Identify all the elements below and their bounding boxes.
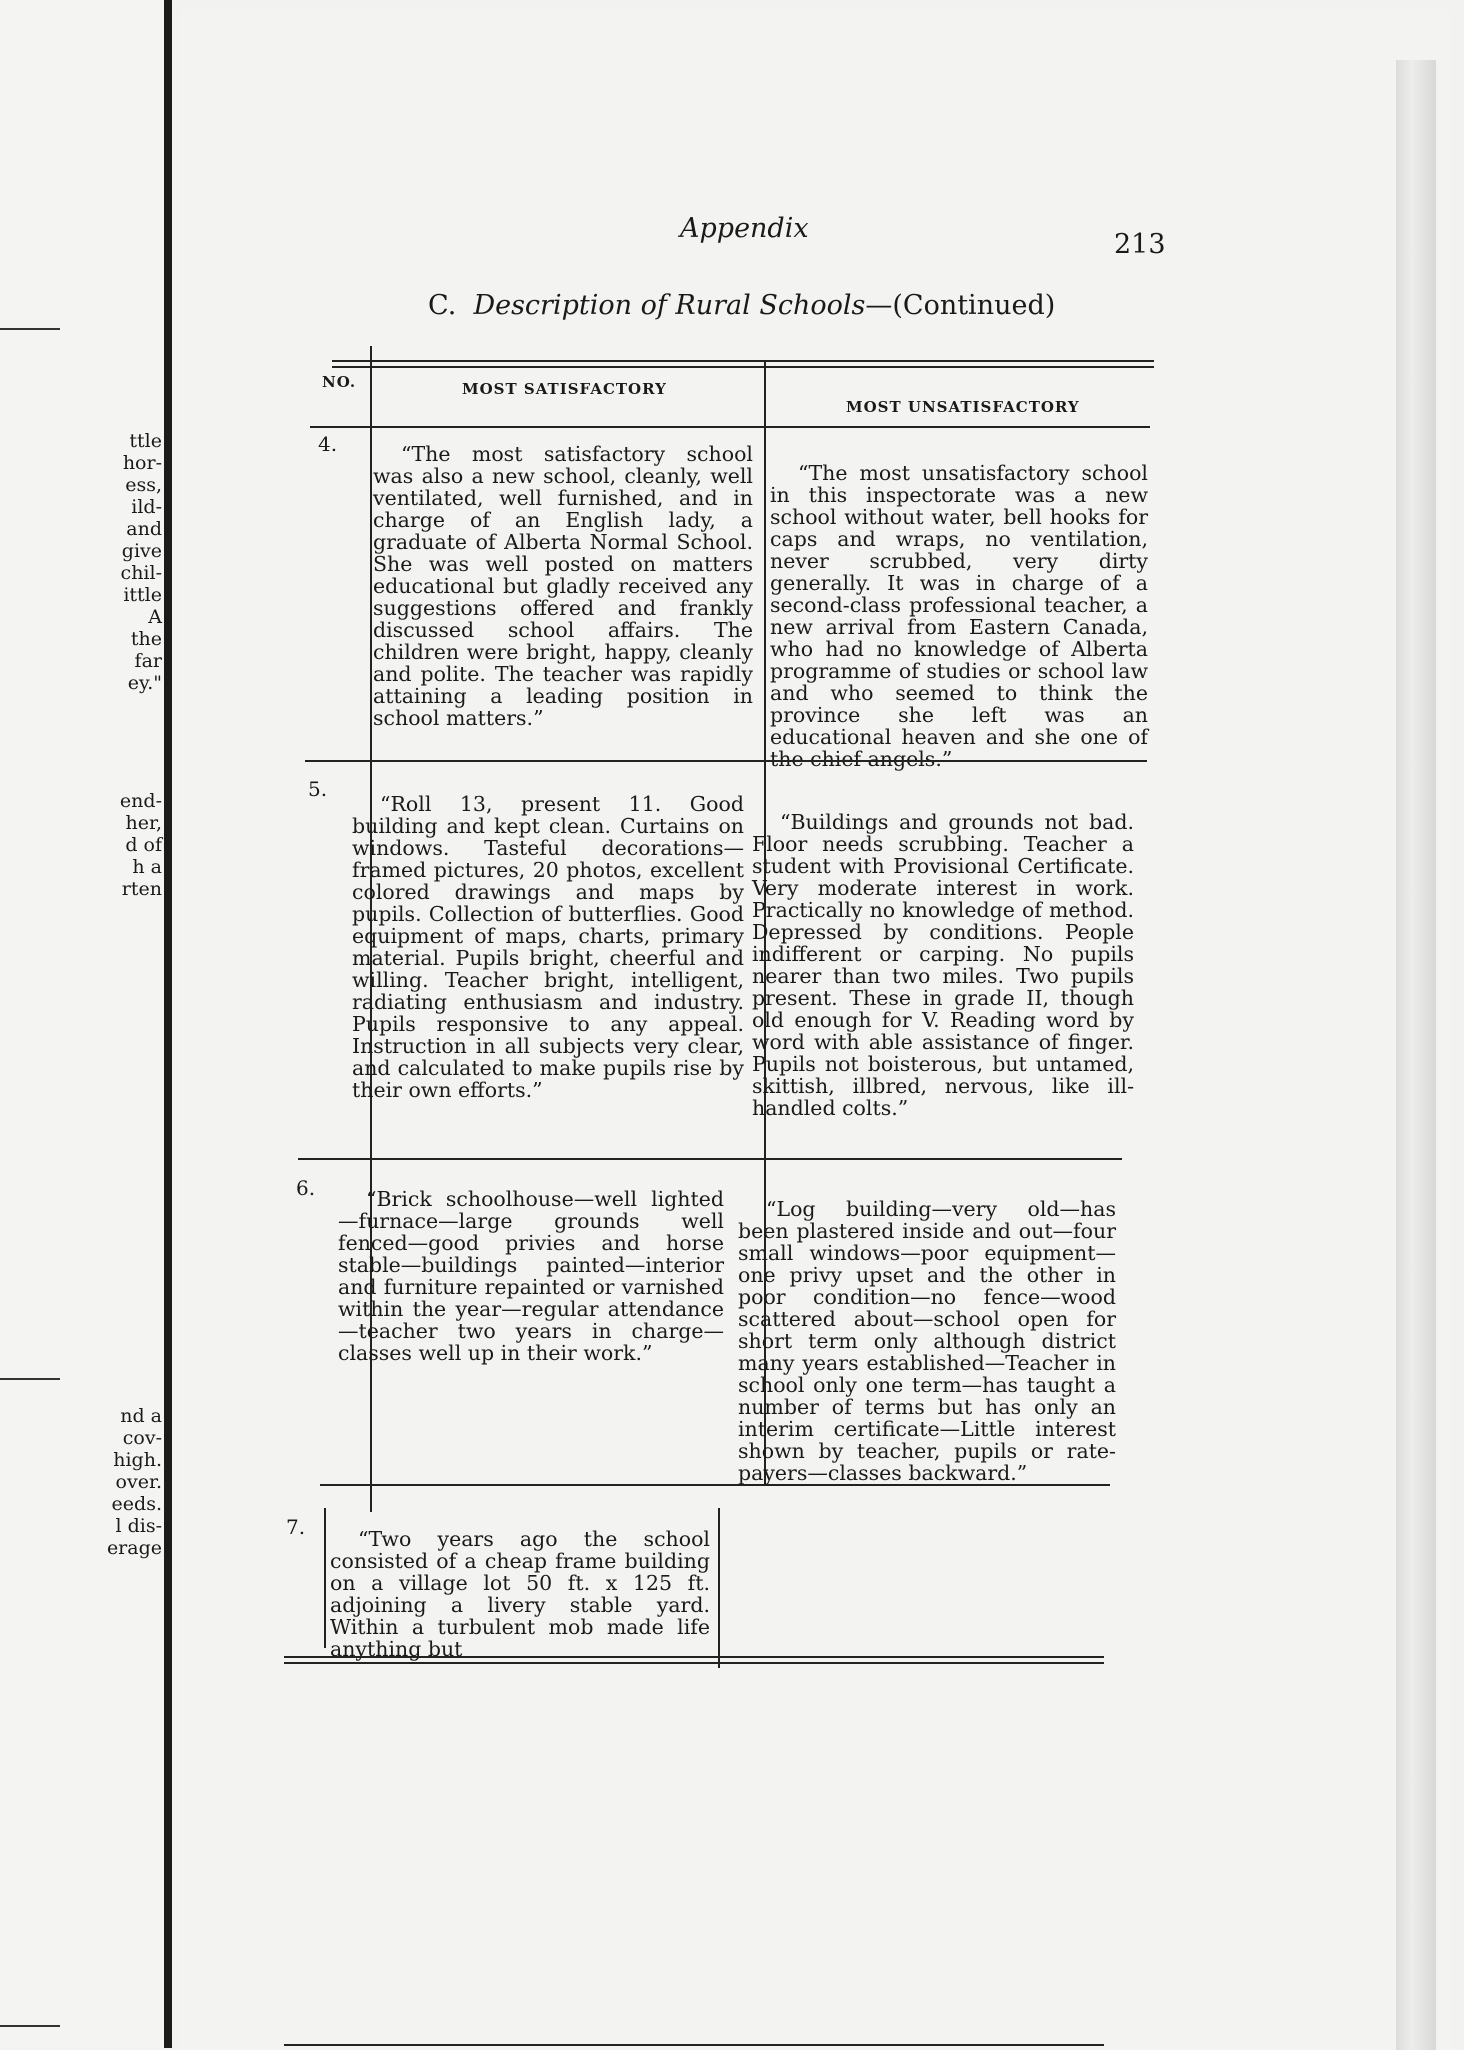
table-top-rule xyxy=(332,366,1154,368)
column-header-satisfactory: MOST SATISFACTORY xyxy=(462,380,667,398)
left-page-line: cov- xyxy=(122,1427,162,1449)
left-page-line: end- xyxy=(119,790,162,812)
row-number: 5. xyxy=(308,777,328,801)
row-rule xyxy=(305,760,1147,762)
left-page-line: her, xyxy=(125,812,162,834)
left-page-line: over. xyxy=(115,1471,162,1493)
cell-unsatisfactory xyxy=(770,462,1148,770)
left-page-line: h a xyxy=(132,856,162,878)
cell-text: “Roll 13, present 11. Good building and kept clean. Curtains on windows. Tasteful decorations—framed pictures, 20 photos, excellent colored drawings and maps by pupils. Collection of butterflies. Good equipment of maps, charts, primary material. Pupils bright, cheerful and willing. Teacher bright, intelligent, radiating enthusiasm and industry. Pupils responsive to any appeal. Instruction in all subjects very clear, and calculated to make pupils rise by their own efforts.” xyxy=(352,792,744,1102)
table-title-text: Description of Rural Schools xyxy=(473,290,866,321)
left-page-line: ild- xyxy=(131,496,162,518)
left-page-line: ttle xyxy=(129,430,162,452)
cell-text: “Two years ago the school consisted of a cheap frame building on a village lot 50 ft. x 125 ft. adjoining a livery stable yard. Within a turbulent mob made life anything but xyxy=(330,1527,710,1661)
left-page-line: l dis- xyxy=(115,1515,162,1537)
cell-unsatisfactory xyxy=(752,811,1134,1119)
left-page-line: eeds. xyxy=(111,1493,162,1515)
left-page-line: the xyxy=(130,628,162,650)
left-page-line: d of xyxy=(125,834,162,856)
cell-satisfactory xyxy=(373,443,753,729)
column-rule-no xyxy=(324,1508,326,1648)
table-title xyxy=(428,290,1055,321)
cell-satisfactory xyxy=(338,1188,724,1364)
left-page-line: give xyxy=(121,540,162,562)
cell-text: “The most satisfactory school was also a new school, cleanly, well ventilated, well furnished, and in charge of an English lady, a graduate of Alberta Normal School. She was well posted on matters educational but gladly received any suggestions offered and frankly discussed school affairs. The children were bright, happy, cleanly and polite. The teacher was rapidly attaining a leading position in school matters.” xyxy=(373,442,753,730)
left-page-line: rten xyxy=(121,878,162,900)
table-bottom-rule xyxy=(284,1662,1104,1664)
row-number: 7. xyxy=(286,1515,306,1539)
cell-text: “The most unsatisfactory school in this inspectorate was a new school without water, bell hooks for caps and wraps, no ventilation, never scrubbed, very dirty generally. It was in charge of a second-class professional teacher, a new arrival from Eastern Canada, who had no knowledge of Alberta programme of studies or school law and who seemed to think the province she left was an educational heaven and she one of the chief angels.” xyxy=(770,461,1148,771)
left-page-rule xyxy=(0,1378,60,1380)
left-page-line: and xyxy=(126,518,162,540)
left-page-line: ess, xyxy=(125,474,162,496)
column-header-unsatisfactory: MOST UNSATISFACTORY xyxy=(846,398,1080,416)
left-page-line: nd a xyxy=(120,1405,162,1427)
cell-satisfactory xyxy=(352,793,744,1101)
left-page-rule xyxy=(0,2025,60,2027)
left-page-line: ey." xyxy=(127,672,162,694)
page-gutter xyxy=(164,0,172,2048)
cell-unsatisfactory xyxy=(738,1198,1116,1484)
column-rule-middle xyxy=(718,1508,720,1668)
table-bottom-rule xyxy=(284,1656,1104,1658)
column-header-no: NO. xyxy=(322,373,357,391)
row-number: 4. xyxy=(318,432,338,456)
left-page-fragment xyxy=(0,0,172,2048)
running-title: Appendix xyxy=(680,213,809,244)
left-page-line: ittle xyxy=(123,584,162,606)
page-edge xyxy=(1396,60,1436,2050)
cell-text: “Brick schoolhouse—well lighted—furnace—large grounds well fenced—good privies and horse stable—buildings painted—interior and furniture repainted or varnished within the year—regular attendance—teacher two years in charge—classes well up in their work.” xyxy=(338,1187,724,1365)
left-page-line: far xyxy=(134,650,162,672)
cell-text: “Buildings and grounds not bad. Floor needs scrubbing. Teacher a student with Provisional Certificate. Very moderate interest in work. Practically no knowledge of method. Depressed by conditions. People indifferent or carping. No pupils nearer than two miles. Two pupils present. These in grade II, though old enough for V. Reading word by word with able assistance of finger. Pupils not boisterous, but untamed, skittish, illbred, nervous, like ill-handled colts.” xyxy=(752,810,1134,1120)
header-rule xyxy=(310,426,1150,428)
table-title-letter: C. xyxy=(428,290,457,321)
row-rule xyxy=(298,1158,1122,1160)
left-page-line: hor- xyxy=(122,452,162,474)
table-bottom-rule xyxy=(284,2044,1104,2046)
table-top-rule xyxy=(332,360,1154,362)
left-page-line: erage xyxy=(106,1537,162,1559)
left-page-line: chil- xyxy=(120,562,162,584)
table-title-suffix: —(Continued) xyxy=(865,290,1056,321)
cell-text: “Log building—very old—has been plastered inside and out—four small windows—poor equipment—one privy upset and the other in poor condition—no fence—wood scattered about—school open for short term only although district many years established—Teacher in school only one term—has taught a number of terms but has only an interim certificate—Little interest shown by teacher, pupils or rate-payers—classes backward.” xyxy=(738,1197,1116,1485)
page-number: 213 xyxy=(1114,229,1166,260)
cell-satisfactory xyxy=(330,1528,710,1660)
left-page-line: high. xyxy=(113,1449,162,1471)
left-page-line: A xyxy=(148,606,162,628)
row-number: 6. xyxy=(296,1176,316,1200)
left-page-rule xyxy=(0,328,60,330)
